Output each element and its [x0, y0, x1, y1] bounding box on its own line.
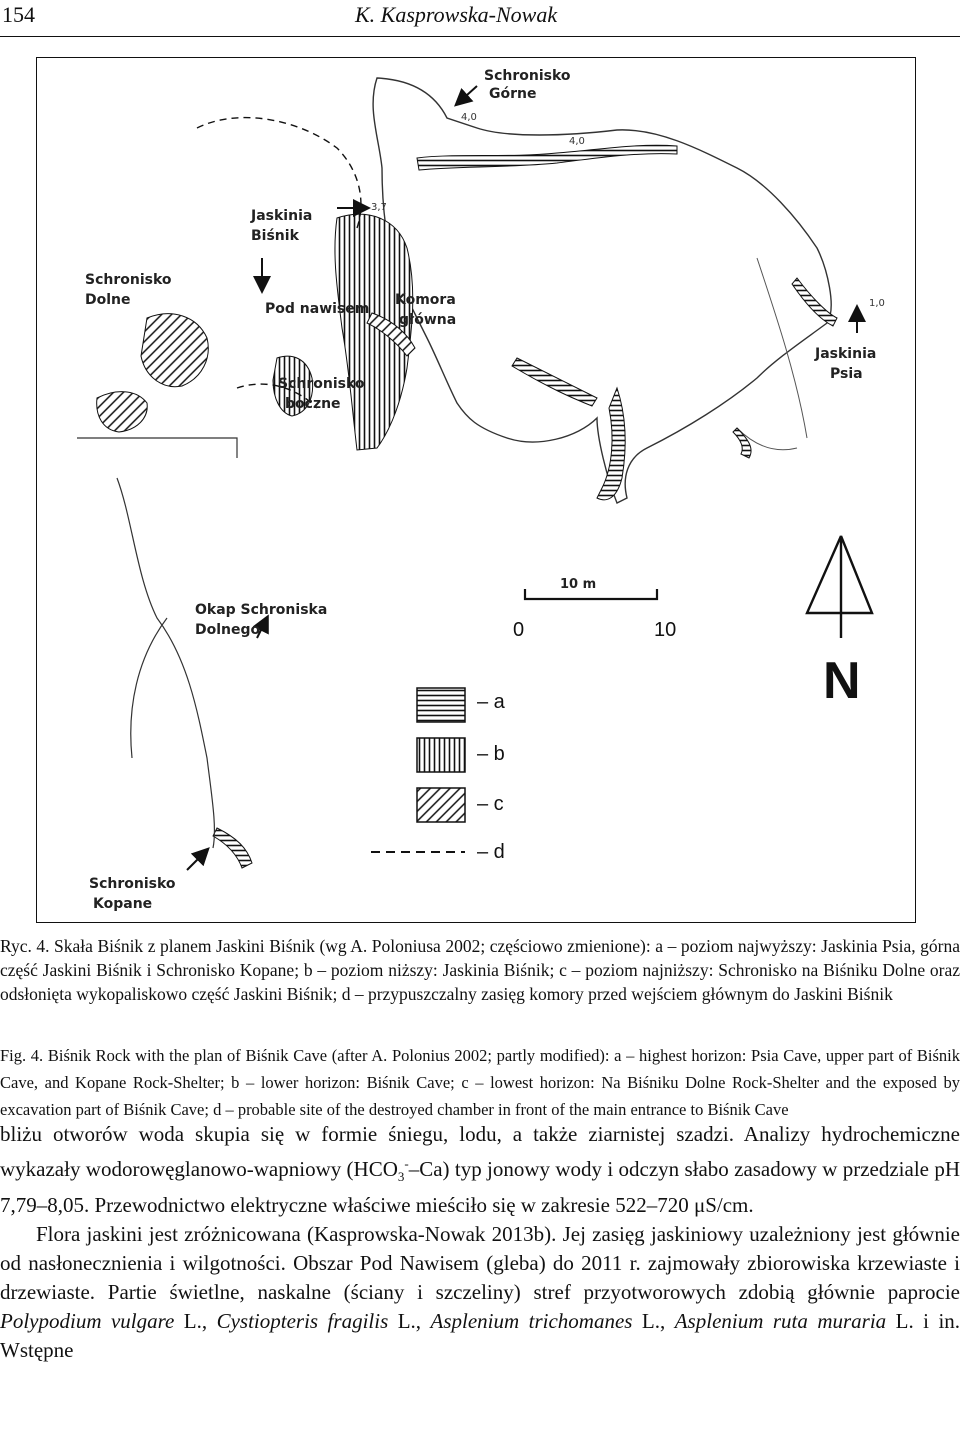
cave-plan-figure: [36, 57, 916, 923]
label-komora-glowna-2: główna: [399, 312, 457, 328]
species-asplenium-trichomanes: Asplenium trichomanes: [430, 1309, 633, 1334]
scale-start: 0: [513, 619, 525, 641]
legend-label-c: – c: [477, 793, 504, 815]
arrow-schronisko-gorne: [457, 86, 477, 104]
scale-bar-label: 10 m: [560, 577, 597, 592]
scale-end: 10: [654, 619, 677, 641]
body-p2-part-a: Flora jaskini jest zróżnicowana (Kasprowska-Nowak 2013b). Jej zasięg jaskiniowy uzależniony jest głównie od nasłonecznienia i wilgotności. Obszar Pod Nawisem (gleba) do 2011 r. zajmowały zbiorowiska krzewiaste i drzewiaste. Partie świetlne, naskalne (ściany i szczeliny) stref przyotworowych zdobią głównie paprocie: [0, 1222, 960, 1305]
cave-outline-main: [373, 78, 831, 503]
body-p1-superscript: -: [404, 1156, 409, 1171]
label-schronisko-boczne-1: Schronisko: [278, 376, 365, 392]
rock-outline-lower: [77, 438, 237, 848]
body-p2-part-b: L.,: [174, 1309, 217, 1334]
level-a-psia: [792, 278, 837, 326]
label-komora-glowna-1: Komora: [395, 292, 456, 308]
body-p2-part-c: L.,: [388, 1309, 431, 1334]
body-p1-subscript: 3: [397, 1169, 405, 1185]
page-number: 154: [2, 2, 35, 27]
level-a-kopane: [213, 828, 252, 868]
header-rule: [0, 36, 960, 37]
species-polypodium: Polypodium vulgare: [0, 1309, 175, 1334]
body-p2-part-d: L.,: [632, 1309, 675, 1334]
body-text: [0, 1120, 960, 1365]
level-a-passage-right: [597, 388, 625, 500]
legend-label-d: – d: [477, 841, 505, 863]
running-head: K. Kasprowska-Nowak: [355, 2, 558, 27]
level-a-passage-left: [512, 358, 597, 406]
body-paragraph-1: [0, 1120, 960, 1220]
legend-swatch-c: [417, 788, 465, 822]
cave-plan-map: [37, 58, 915, 922]
label-schronisko-gorne-1: Schronisko: [484, 68, 571, 84]
label-schronisko-boczne-2: boczne: [285, 396, 341, 412]
depth-label-2: 4,0: [569, 136, 585, 147]
page-header: [0, 0, 960, 40]
figure-caption-polish: Ryc. 4. Skała Biśnik z planem Jaskini Biśnik (wg A. Poloniusa 2002; częściowo zmienione): a – poziom najwyższy: Jaskinia Psia, górna część Jaskini Biśnik i Schronisko Kopane; b – poziom niższy: Jaskinia Biśnik; c – poziom najniższy: Schronisko na Biśniku Dolne oraz odsłonięta wykopaliskowo część Jaskini Biśnik; d – przypuszczalny zasięg komory przed wejściem głównym do Jaskini Biśnik: [0, 936, 960, 1004]
arrow-kopane: [187, 850, 207, 870]
depth-label-3: 3,7: [371, 202, 387, 213]
body-p1-part-b: –Ca) typ jonowy wody i odczyn słabo zasadowy w przedziale pH 7,79–8,05. Przewodnictwo elektryczne właściwe mieściło się w zakresie 522–720 μS/cm.: [0, 1157, 960, 1218]
label-jaskinia-bisnik-1: Jaskinia: [251, 208, 313, 224]
label-schronisko-kopane-1: Schronisko: [89, 876, 176, 892]
level-c-dolne: [141, 314, 208, 387]
north-arrow-icon: [807, 536, 872, 638]
body-paragraph-2: [0, 1220, 960, 1365]
depth-label-1: 4,0: [461, 112, 477, 123]
species-asplenium-ruta: Asplenium ruta muraria: [674, 1309, 887, 1334]
label-schronisko-dolne-1: Schronisko: [85, 272, 172, 288]
label-schronisko-gorne-2: Górne: [489, 86, 537, 102]
body-p1-part-a: bliżu otworów woda skupia się w formie śniegu, lodu, a także ziarnistej szadzi. Analizy hydrochemiczne wykazały wodorowęglanowo-wapniowy (HCO: [0, 1122, 960, 1181]
legend-swatch-b: [417, 738, 465, 772]
north-label: N: [823, 652, 861, 710]
label-okap-2: Dolnego: [195, 622, 261, 638]
label-pod-nawisem: Pod nawisem: [265, 301, 370, 317]
species-cystiopteris: Cystiopteris fragilis: [216, 1309, 389, 1334]
label-schronisko-kopane-2: Kopane: [93, 896, 153, 912]
label-jaskinia-psia-1: Jaskinia: [815, 346, 877, 362]
level-a-passage-upper: [417, 145, 677, 170]
body-p2-part-e: L. i in. Wstępne: [0, 1309, 960, 1363]
legend-label-a: – a: [477, 691, 505, 713]
legend-label-b: – b: [477, 743, 505, 765]
label-jaskinia-bisnik-2: Biśnik: [251, 228, 299, 244]
label-schronisko-dolne-2: Dolne: [85, 292, 131, 308]
label-jaskinia-psia-2: Psia: [830, 366, 863, 382]
level-c-lower: [97, 392, 148, 432]
figure-caption-english: Fig. 4. Biśnik Rock with the plan of Biśnik Cave (after A. Polonius 2002; partly modified): a – highest horizon: Psia Cave, upper part of Biśnik Cave, and Kopane Rock-Shelter; b – lower horizon: Biśnik Cave; c – lowest horizon: Na Biśniku Dolne Rock-Shelter and the exposed by excavation part of Biśnik Cave; d – probable site of the destroyed chamber in front of the main entrance to Biśnik Cave: [0, 1046, 960, 1119]
legend-swatch-a: [417, 688, 465, 722]
label-okap-1: Okap Schroniska: [195, 602, 328, 618]
depth-label-4: 1,0: [869, 298, 885, 309]
